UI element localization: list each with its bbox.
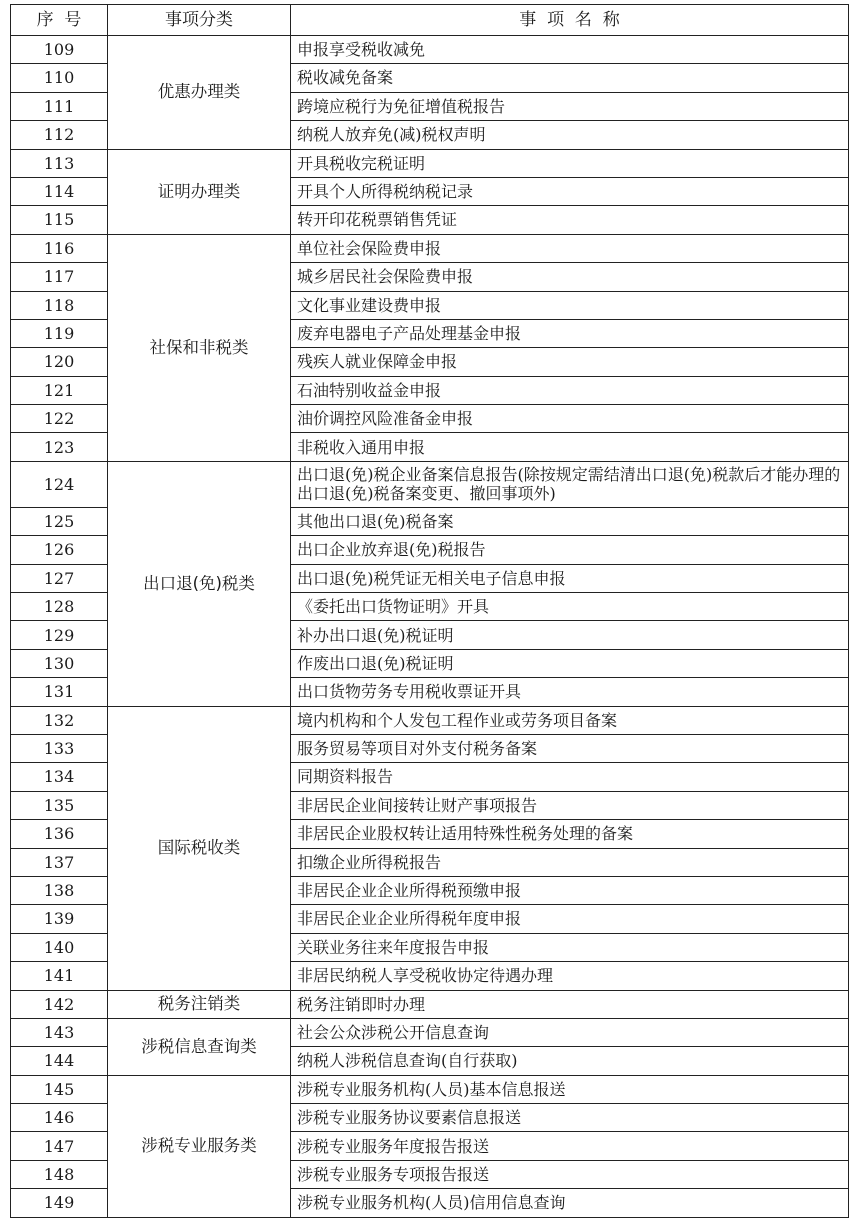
category-cell: 出口退(免)税类 xyxy=(108,461,291,706)
row-number: 115 xyxy=(11,206,108,234)
matter-name: 非居民企业间接转让财产事项报告 xyxy=(291,791,849,819)
matter-name: 《委托出口货物证明》开具 xyxy=(291,593,849,621)
matter-name: 涉税专业服务机构(人员)基本信息报送 xyxy=(291,1075,849,1103)
matter-name: 扣缴企业所得税报告 xyxy=(291,848,849,876)
row-number: 143 xyxy=(11,1018,108,1046)
row-number: 123 xyxy=(11,433,108,461)
matter-name: 非税收入通用申报 xyxy=(291,433,849,461)
row-number: 122 xyxy=(11,405,108,433)
category-cell: 社保和非税类 xyxy=(108,234,291,461)
row-number: 116 xyxy=(11,234,108,262)
table-row xyxy=(11,706,849,734)
matter-name: 跨境应税行为免征增值税报告 xyxy=(291,92,849,120)
matter-name: 油价调控风险准备金申报 xyxy=(291,405,849,433)
row-number: 138 xyxy=(11,876,108,904)
category-cell: 国际税收类 xyxy=(108,706,291,990)
row-number: 137 xyxy=(11,848,108,876)
matter-name: 境内机构和个人发包工程作业或劳务项目备案 xyxy=(291,706,849,734)
row-number: 131 xyxy=(11,678,108,706)
table-row xyxy=(11,1075,849,1103)
matter-name: 税务注销即时办理 xyxy=(291,990,849,1018)
matter-name: 补办出口退(免)税证明 xyxy=(291,621,849,649)
matter-name: 社会公众涉税公开信息查询 xyxy=(291,1018,849,1046)
header-category: 事项分类 xyxy=(108,5,291,36)
row-number: 112 xyxy=(11,121,108,149)
matter-name: 出口货物劳务专用税收票证开具 xyxy=(291,678,849,706)
matter-name: 开具个人所得税纳税记录 xyxy=(291,177,849,205)
matter-name: 废弃电器电子产品处理基金申报 xyxy=(291,319,849,347)
matter-name: 申报享受税收减免 xyxy=(291,36,849,64)
table-row xyxy=(11,36,849,64)
matter-name: 关联业务往来年度报告申报 xyxy=(291,933,849,961)
row-number: 140 xyxy=(11,933,108,961)
table-row xyxy=(11,1018,849,1046)
row-number: 129 xyxy=(11,621,108,649)
row-number: 117 xyxy=(11,263,108,291)
row-number: 128 xyxy=(11,593,108,621)
row-number: 127 xyxy=(11,564,108,592)
row-number: 114 xyxy=(11,177,108,205)
category-cell: 证明办理类 xyxy=(108,149,291,234)
matter-name: 作废出口退(免)税证明 xyxy=(291,649,849,677)
category-cell: 税务注销类 xyxy=(108,990,291,1018)
category-cell: 涉税信息查询类 xyxy=(108,1018,291,1075)
matter-name: 涉税专业服务协议要素信息报送 xyxy=(291,1104,849,1132)
row-number: 120 xyxy=(11,348,108,376)
category-cell: 涉税专业服务类 xyxy=(108,1075,291,1217)
row-number: 144 xyxy=(11,1047,108,1075)
matter-name: 石油特别收益金申报 xyxy=(291,376,849,404)
row-number: 109 xyxy=(11,36,108,64)
matter-name: 非居民企业股权转让适用特殊性税务处理的备案 xyxy=(291,820,849,848)
matter-name: 出口企业放弃退(免)税报告 xyxy=(291,536,849,564)
row-number: 142 xyxy=(11,990,108,1018)
matter-name: 税收减免备案 xyxy=(291,64,849,92)
row-number: 135 xyxy=(11,791,108,819)
row-number: 132 xyxy=(11,706,108,734)
row-number: 118 xyxy=(11,291,108,319)
matter-name: 出口退(免)税凭证无相关电子信息申报 xyxy=(291,564,849,592)
matter-name: 服务贸易等项目对外支付税务备案 xyxy=(291,734,849,762)
matter-name: 非居民企业企业所得税预缴申报 xyxy=(291,876,849,904)
row-number: 119 xyxy=(11,319,108,347)
matter-name: 开具税收完税证明 xyxy=(291,149,849,177)
matter-name: 城乡居民社会保险费申报 xyxy=(291,263,849,291)
matter-name: 纳税人放弃免(减)税权声明 xyxy=(291,121,849,149)
matter-name: 纳税人涉税信息查询(自行获取) xyxy=(291,1047,849,1075)
row-number: 146 xyxy=(11,1104,108,1132)
row-number: 121 xyxy=(11,376,108,404)
row-number: 141 xyxy=(11,962,108,990)
matter-name: 文化事业建设费申报 xyxy=(291,291,849,319)
row-number: 111 xyxy=(11,92,108,120)
category-cell: 优惠办理类 xyxy=(108,36,291,150)
row-number: 126 xyxy=(11,536,108,564)
matter-name: 涉税专业服务专项报告报送 xyxy=(291,1160,849,1188)
table-body xyxy=(11,36,849,1218)
matter-name: 残疾人就业保障金申报 xyxy=(291,348,849,376)
matter-name: 同期资料报告 xyxy=(291,763,849,791)
row-number: 110 xyxy=(11,64,108,92)
matter-name: 涉税专业服务机构(人员)信用信息查询 xyxy=(291,1189,849,1217)
row-number: 139 xyxy=(11,905,108,933)
row-number: 125 xyxy=(11,507,108,535)
matter-name: 出口退(免)税企业备案信息报告(除按规定需结清出口退(免)税款后才能办理的出口退(免)税备案变更、撤回事项外) xyxy=(291,461,849,507)
row-number: 124 xyxy=(11,461,108,507)
table-row xyxy=(11,234,849,262)
row-number: 130 xyxy=(11,649,108,677)
row-number: 147 xyxy=(11,1132,108,1160)
matter-name: 非居民纳税人享受税收协定待遇办理 xyxy=(291,962,849,990)
table-row xyxy=(11,149,849,177)
header-name: 事 项 名 称 xyxy=(291,5,849,36)
table-row xyxy=(11,461,849,507)
row-number: 134 xyxy=(11,763,108,791)
header-seq: 序 号 xyxy=(11,5,108,36)
matter-name: 单位社会保险费申报 xyxy=(291,234,849,262)
row-number: 136 xyxy=(11,820,108,848)
row-number: 145 xyxy=(11,1075,108,1103)
matter-name: 其他出口退(免)税备案 xyxy=(291,507,849,535)
matter-name: 转开印花税票销售凭证 xyxy=(291,206,849,234)
matter-name: 涉税专业服务年度报告报送 xyxy=(291,1132,849,1160)
row-number: 148 xyxy=(11,1160,108,1188)
row-number: 133 xyxy=(11,734,108,762)
tax-matters-table xyxy=(10,4,849,1218)
row-number: 149 xyxy=(11,1189,108,1217)
row-number: 113 xyxy=(11,149,108,177)
header-row xyxy=(11,5,849,36)
table-row xyxy=(11,990,849,1018)
matter-name: 非居民企业企业所得税年度申报 xyxy=(291,905,849,933)
